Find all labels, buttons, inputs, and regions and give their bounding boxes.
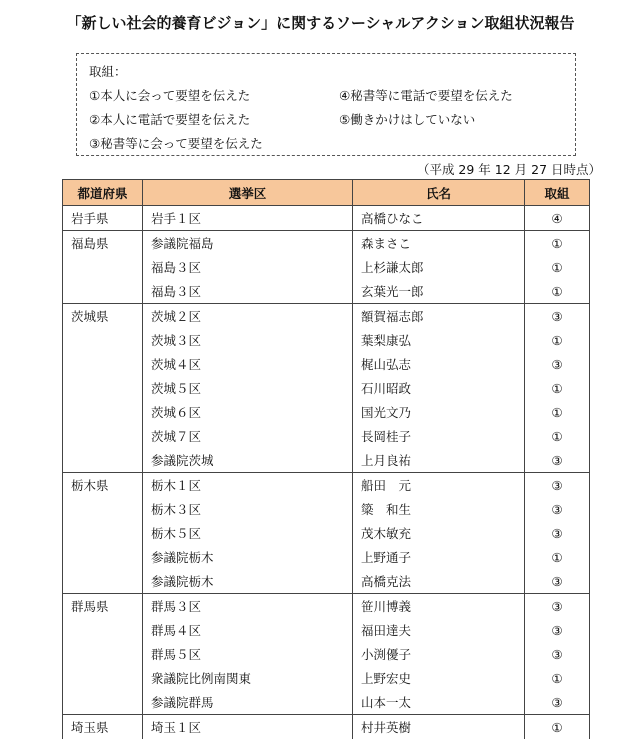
cell-district: 茨城５区 — [143, 376, 353, 400]
cell-district: 栃木５区 — [143, 521, 353, 545]
cell-member-name: 額賀福志郎 — [353, 304, 525, 329]
cell-member-name: 梶山弘志 — [353, 352, 525, 376]
table-row — [63, 206, 590, 231]
cell-district: 参議院福島 — [143, 231, 353, 256]
table-row — [63, 473, 590, 498]
cell-prefecture — [63, 666, 143, 690]
cell-prefecture: 茨城県 — [63, 304, 143, 329]
cell-district: 埼玉１区 — [143, 715, 353, 740]
cell-prefecture: 栃木県 — [63, 473, 143, 498]
cell-action: ① — [525, 424, 590, 448]
legend-item: ②本人に電話で要望を伝えた — [89, 112, 251, 127]
cell-action: ① — [525, 255, 590, 279]
cell-member-name: 石川昭政 — [353, 376, 525, 400]
table-row — [63, 424, 590, 448]
header-action: 取組 — [525, 180, 590, 206]
cell-district: 茨城３区 — [143, 328, 353, 352]
cell-prefecture — [63, 642, 143, 666]
cell-member-name: 長岡桂子 — [353, 424, 525, 448]
cell-member-name: 森まさこ — [353, 231, 525, 256]
cell-district: 茨城４区 — [143, 352, 353, 376]
cell-district: 福島３区 — [143, 255, 353, 279]
cell-action: ① — [525, 400, 590, 424]
cell-prefecture — [63, 400, 143, 424]
table-row — [63, 255, 590, 279]
table-row — [63, 690, 590, 715]
cell-prefecture — [63, 521, 143, 545]
legend-item: ①本人に会って要望を伝えた — [89, 88, 251, 103]
table-row — [63, 666, 590, 690]
cell-action: ① — [525, 545, 590, 569]
cell-prefecture — [63, 618, 143, 642]
cell-district: 岩手１区 — [143, 206, 353, 231]
table-row — [63, 715, 590, 740]
header-name: 氏名 — [353, 180, 525, 206]
table-row — [63, 448, 590, 473]
cell-action: ③ — [525, 690, 590, 715]
table-row — [63, 594, 590, 619]
cell-district: 栃木１区 — [143, 473, 353, 498]
cell-member-name: 簗 和生 — [353, 497, 525, 521]
cell-prefecture — [63, 255, 143, 279]
cell-district: 福島３区 — [143, 279, 353, 304]
table-row — [63, 279, 590, 304]
table-row — [63, 400, 590, 424]
cell-action: ③ — [525, 473, 590, 498]
table-row — [63, 545, 590, 569]
cell-district: 群馬４区 — [143, 618, 353, 642]
cell-prefecture — [63, 328, 143, 352]
table-row — [63, 497, 590, 521]
cell-district: 参議院栃木 — [143, 545, 353, 569]
cell-member-name: 船田 元 — [353, 473, 525, 498]
cell-action: ① — [525, 715, 590, 740]
cell-action: ③ — [525, 497, 590, 521]
cell-prefecture: 群馬県 — [63, 594, 143, 619]
cell-district: 衆議院比例南関東 — [143, 666, 353, 690]
cell-prefecture — [63, 569, 143, 594]
cell-district: 茨城２区 — [143, 304, 353, 329]
cell-action: ① — [525, 231, 590, 256]
legend-item: ⑤働きかけはしていない — [339, 112, 476, 127]
legend-item: ④秘書等に電話で要望を伝えた — [339, 88, 513, 103]
legend-label: 取組： — [89, 64, 127, 79]
cell-prefecture: 福島県 — [63, 231, 143, 256]
legend-item: ③秘書等に会って要望を伝えた — [89, 136, 263, 151]
cell-district: 群馬５区 — [143, 642, 353, 666]
status-table — [62, 179, 590, 739]
table-row — [63, 352, 590, 376]
cell-member-name: 笹川博義 — [353, 594, 525, 619]
legend-box — [76, 53, 576, 156]
table-row — [63, 642, 590, 666]
cell-action: ③ — [525, 521, 590, 545]
cell-action: ③ — [525, 448, 590, 473]
cell-member-name: 上野宏史 — [353, 666, 525, 690]
cell-member-name: 山本一太 — [353, 690, 525, 715]
table-row — [63, 521, 590, 545]
cell-prefecture — [63, 376, 143, 400]
header-prefecture: 都道府県 — [63, 180, 143, 206]
cell-member-name: 国光文乃 — [353, 400, 525, 424]
cell-district: 茨城６区 — [143, 400, 353, 424]
as-of-date: （平成 29 年 12 月 27 日時点） — [416, 162, 601, 177]
cell-prefecture — [63, 690, 143, 715]
cell-action: ③ — [525, 594, 590, 619]
cell-member-name: 小渕優子 — [353, 642, 525, 666]
cell-action: ③ — [525, 642, 590, 666]
cell-action: ③ — [525, 304, 590, 329]
cell-action: ③ — [525, 569, 590, 594]
table-row — [63, 569, 590, 594]
cell-action: ① — [525, 279, 590, 304]
table-row — [63, 231, 590, 256]
table-row — [63, 618, 590, 642]
cell-prefecture — [63, 279, 143, 304]
cell-member-name: 葉梨康弘 — [353, 328, 525, 352]
cell-member-name: 茂木敏充 — [353, 521, 525, 545]
cell-member-name: 上野通子 — [353, 545, 525, 569]
cell-action: ③ — [525, 618, 590, 642]
cell-district: 茨城７区 — [143, 424, 353, 448]
table-row — [63, 304, 590, 329]
cell-member-name: 福田達夫 — [353, 618, 525, 642]
cell-member-name: 高橋克法 — [353, 569, 525, 594]
cell-prefecture — [63, 545, 143, 569]
cell-prefecture — [63, 424, 143, 448]
cell-action: ① — [525, 376, 590, 400]
table-row — [63, 376, 590, 400]
cell-district: 参議院群馬 — [143, 690, 353, 715]
cell-member-name: 上月良祐 — [353, 448, 525, 473]
cell-district: 栃木３区 — [143, 497, 353, 521]
cell-action: ① — [525, 328, 590, 352]
table-header-row — [63, 180, 590, 206]
cell-action: ④ — [525, 206, 590, 231]
cell-district: 参議院栃木 — [143, 569, 353, 594]
cell-member-name: 玄葉光一郎 — [353, 279, 525, 304]
cell-member-name: 村井英樹 — [353, 715, 525, 740]
header-district: 選挙区 — [143, 180, 353, 206]
table-row — [63, 328, 590, 352]
cell-prefecture — [63, 352, 143, 376]
cell-prefecture: 岩手県 — [63, 206, 143, 231]
cell-prefecture — [63, 448, 143, 473]
cell-prefecture — [63, 497, 143, 521]
cell-member-name: 高橋ひなこ — [353, 206, 525, 231]
cell-district: 群馬３区 — [143, 594, 353, 619]
cell-action: ① — [525, 666, 590, 690]
cell-prefecture: 埼玉県 — [63, 715, 143, 740]
cell-action: ③ — [525, 352, 590, 376]
cell-district: 参議院茨城 — [143, 448, 353, 473]
cell-member-name: 上杉謙太郎 — [353, 255, 525, 279]
page-title: 「新しい社会的養育ビジョン」に関するソーシャルアクション取組状況報告 — [66, 14, 575, 32]
